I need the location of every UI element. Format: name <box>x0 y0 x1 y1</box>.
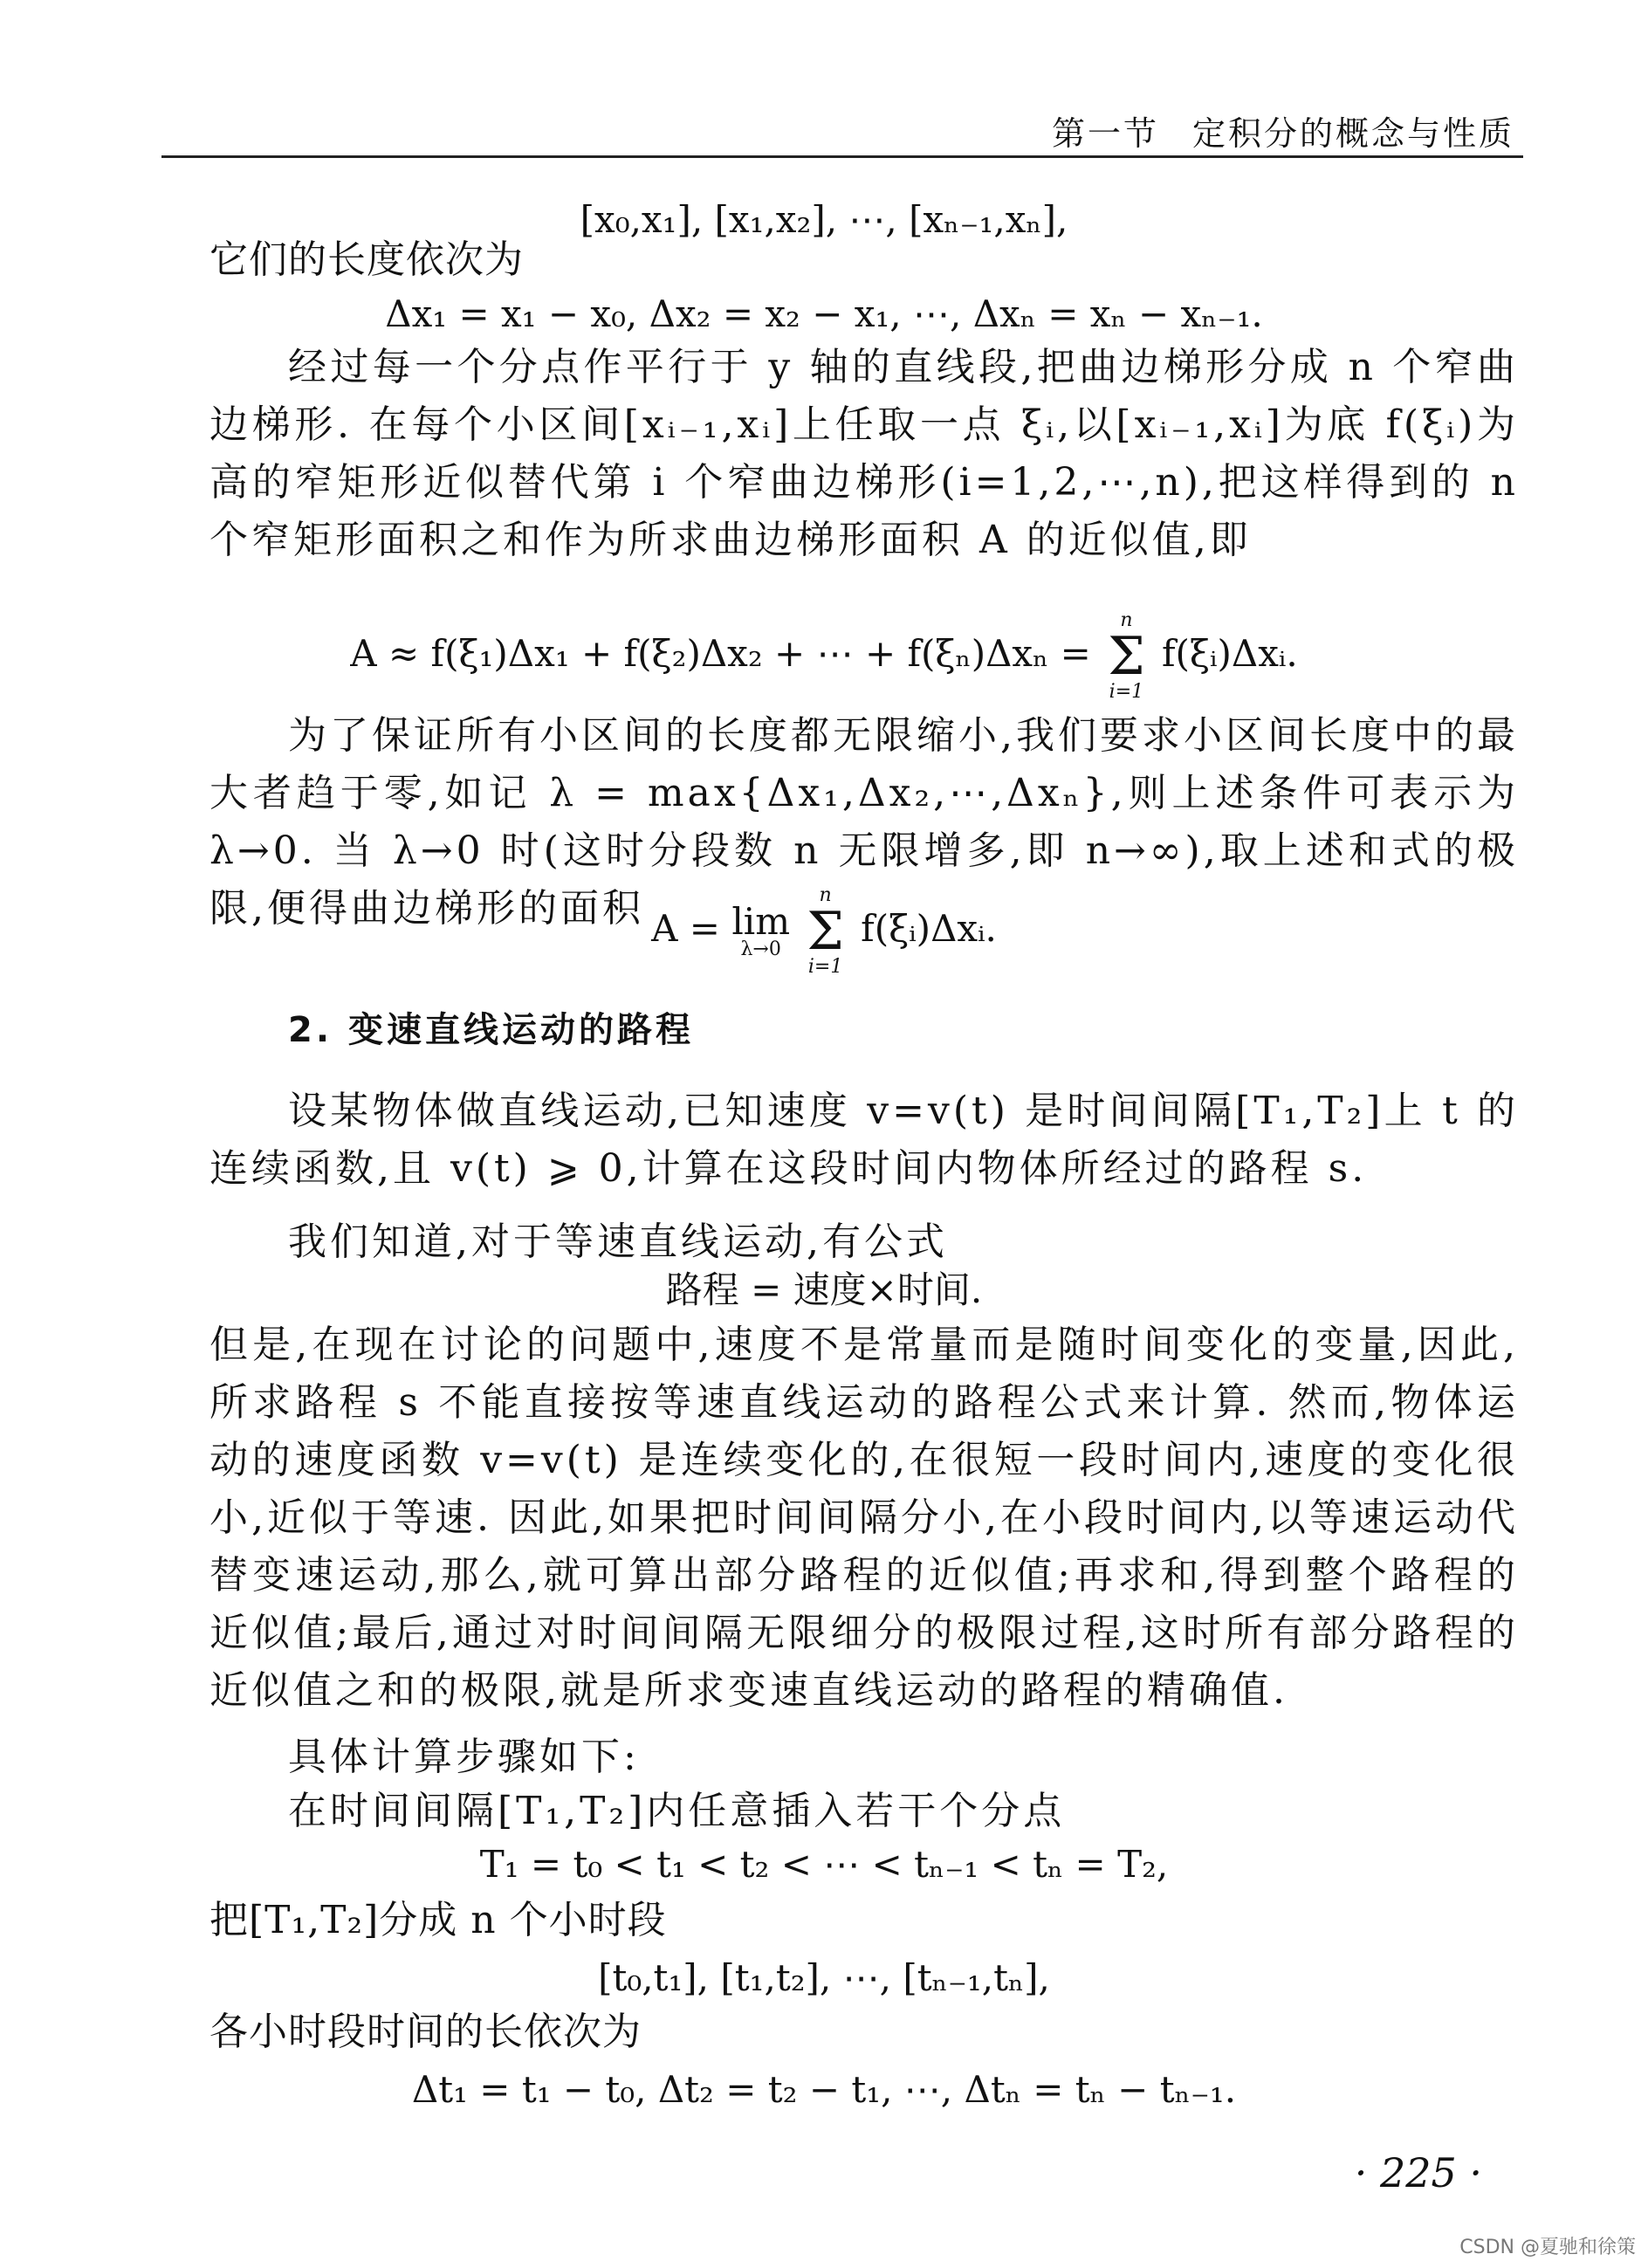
formula-approx-right: f(ξᵢ)Δxᵢ. <box>1161 632 1298 675</box>
running-header <box>161 103 1523 158</box>
page-number: · 225 · <box>1354 2149 1482 2196</box>
paragraph-partition: 经过每一个分点作平行于 y 轴的直线段,把曲边梯形分成 n 个窄曲边梯形. 在每个小区间[xᵢ₋₁,xᵢ]上任取一点 ξᵢ,以[xᵢ₋₁,xᵢ]为底 f(ξᵢ)为高的窄矩形近似替代第 i 个窄曲边梯形(i=1,2,⋯,n),把这样得到的 n 个窄矩形面积之和作为所求曲边梯形面积 A 的近似值,即 <box>209 345 1519 562</box>
lim-subscript: λ→0 <box>740 938 781 960</box>
formula-lengths-t: Δt₁ = t₁ − t₀, Δt₂ = t₂ − t₁, ⋯, Δtₙ = tₙ − tₙ₋₁. <box>411 2068 1237 2111</box>
formula-distance: 路程 = 速度×时间. <box>665 1268 983 1311</box>
formula-intervals-x: [x₀,x₁], [x₁,x₂], ⋯, [xₙ₋₁,xₙ], <box>580 198 1068 241</box>
paragraph-velocity: 设某物体做直线运动,已知速度 v=v(t) 是时间间隔[T₁,T₂]上 t 的连续函数,且 v(t) ⩾ 0,计算在这段时间内物体所经过的路程 s. <box>209 1089 1519 1191</box>
sigma-icon: Σ <box>807 901 844 962</box>
paragraph-lengths-t: 各小时段时间的长依次为 <box>209 2010 642 2054</box>
formula-limit <box>0 886 1648 977</box>
formula-limit-right: f(ξᵢ)Δxᵢ. <box>861 907 997 950</box>
sum-lower: i=1 <box>1109 681 1144 703</box>
limit-operator <box>731 900 791 960</box>
sum-upper: n <box>1120 609 1133 631</box>
paragraph-limit: 为了保证所有小区间的长度都无限缩小,我们要求小区间长度中的最大者趋于零,如记 λ = max{Δx₁,Δx₂,⋯,Δxₙ},则上述条件可表示为 λ→0. 当 λ→0 时(这时分段数 n 无限增多,即 n→∞),取上述和式的极限,便得曲边梯形的面积 <box>209 713 1519 931</box>
sum-symbol-2 <box>807 886 843 977</box>
formula-points-t: T₁ = t₀ < t₁ < t₂ < ⋯ < tₙ₋₁ < tₙ = T₂, <box>479 1843 1169 1886</box>
formula-approx-left: A ≈ f(ξ₁)Δx₁ + f(ξ₂)Δx₂ + ⋯ + f(ξₙ)Δxₙ = <box>350 632 1091 675</box>
paragraph-insert-points: 在时间间隔[T₁,T₂]内任意插入若干个分点 <box>288 1789 1066 1833</box>
formula-approx <box>0 611 1648 702</box>
watermark: CSDN @夏驰和徐策 <box>1459 2237 1636 2258</box>
formula-limit-left: A = <box>651 907 720 950</box>
header-text <box>1019 107 1514 155</box>
paragraph-known: 我们知道,对于等速直线运动,有公式 <box>288 1220 948 1264</box>
lim-word: lim <box>731 900 791 943</box>
sigma-icon: Σ <box>1108 626 1145 687</box>
paragraph-method: 但是,在现在讨论的问题中,速度不是常量而是随时间变化的变量,因此,所求路程 s 不能直接按等速直线运动的路程公式来计算. 然而,物体运动的速度函数 v=v(t) 是连续变化的,在很短一段时间内,速度的变化很小,近似于等速. 因此,如果把时间间隔分小,在小段时间内,以等速运动代替变速运动,那么,就可算出部分路程的近似值;再求和,得到整个路程的近似值;最后,通过对时间间隔无限细分的极限过程,这时所有部分路程的近似值之和的极限,就是所求变速直线运动的路程的精确值. <box>209 1323 1519 1713</box>
formula-lengths-x: Δx₁ = x₁ − x₀, Δx₂ = x₂ − x₁, ⋯, Δxₙ = xₙ − xₙ₋₁. <box>385 292 1263 335</box>
sum-lower-2: i=1 <box>807 956 843 978</box>
section-title: 2. 变速直线运动的路程 <box>288 1010 694 1050</box>
sum-upper-2: n <box>819 884 832 906</box>
formula-intervals-t: [t₀,t₁], [t₁,t₂], ⋯, [tₙ₋₁,tₙ], <box>598 1956 1050 1999</box>
header-title: 定积分的概念与性质 <box>1191 114 1514 153</box>
paragraph-divide: 把[T₁,T₂]分成 n 个小时段 <box>209 1898 667 1942</box>
paragraph-steps: 具体计算步骤如下: <box>288 1735 640 1779</box>
lengths-intro: 它们的长度依次为 <box>209 237 524 282</box>
header-section: 第一节 <box>1051 114 1159 153</box>
sum-symbol <box>1108 611 1144 702</box>
